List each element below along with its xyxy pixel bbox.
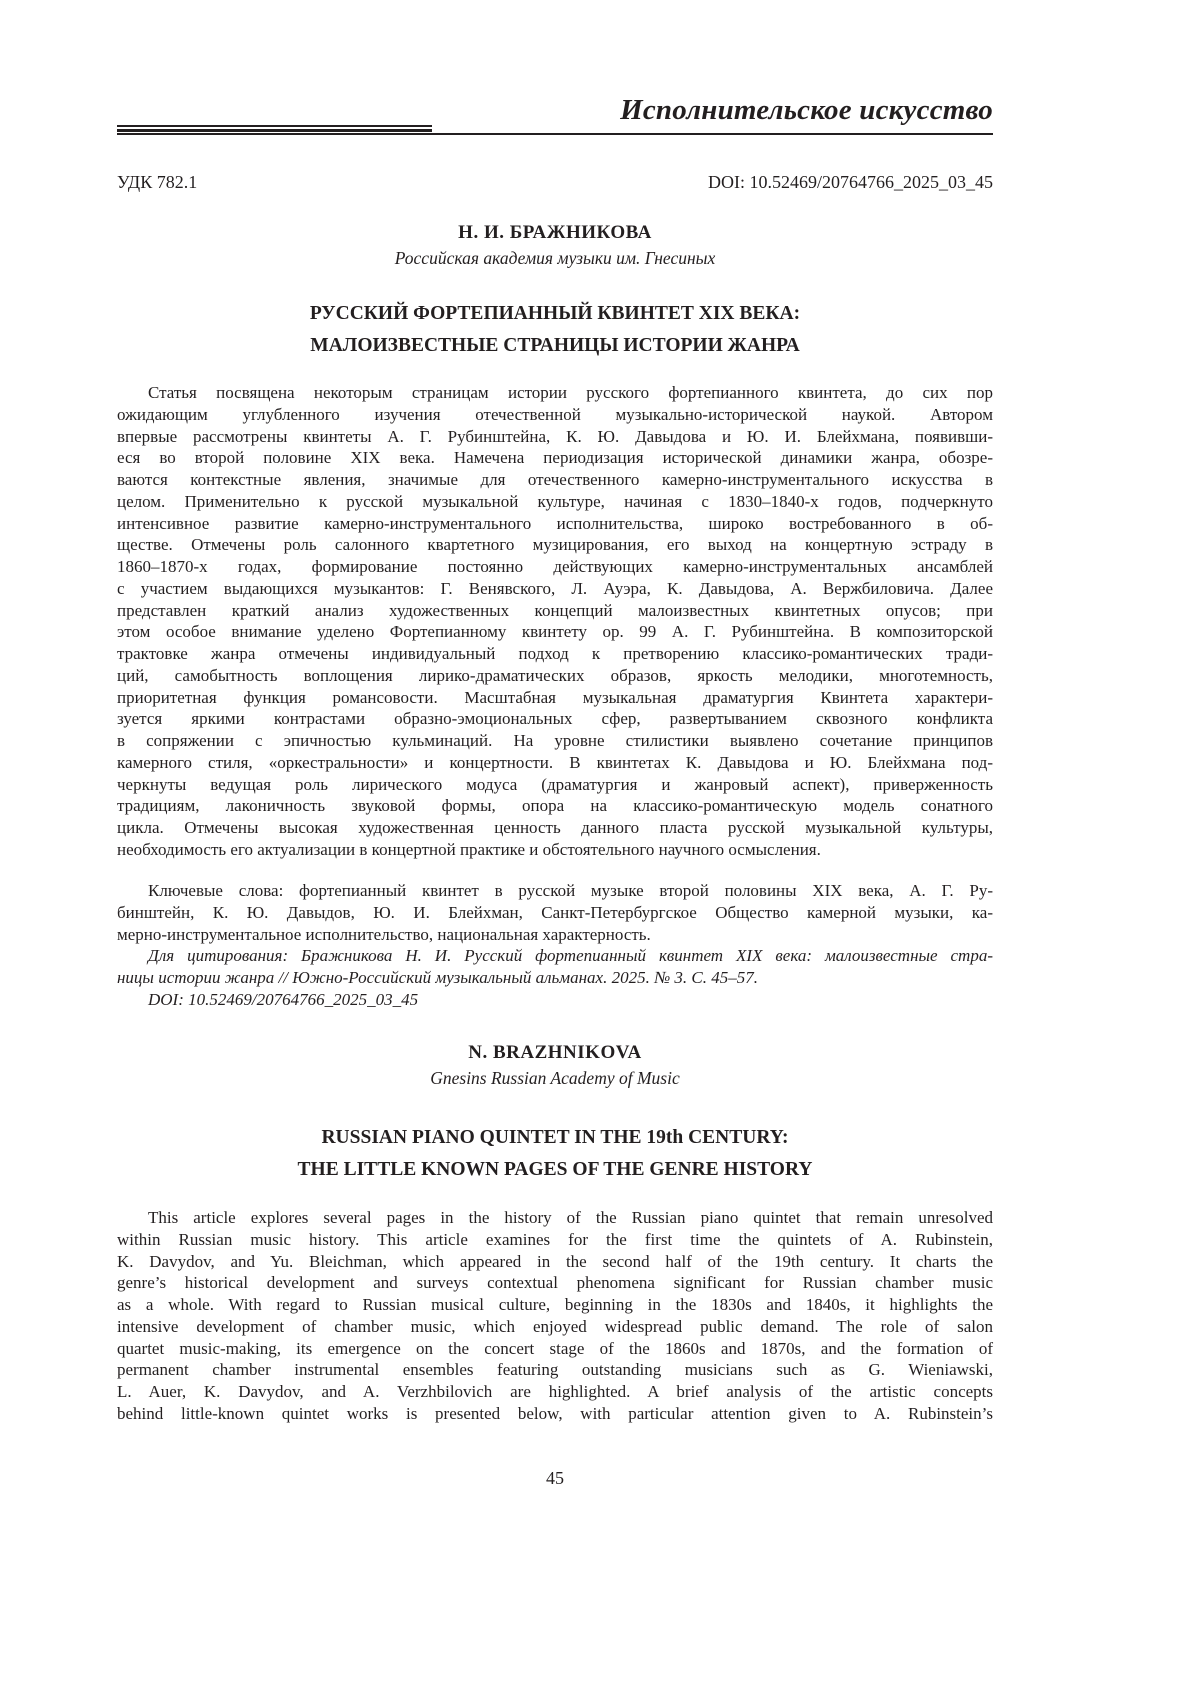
text-line: в сопряжении с эпичностью кульминаций. На уровне стилистики выявлено сочетание принципов: [117, 731, 993, 750]
text-line: черкнуты ведущая роль лирического модуса (драматургия и жанровый аспект), приверженность: [117, 774, 993, 794]
keywords-ru: [117, 880, 993, 945]
text-line: мерно-инструментальное исполнительство, национальная характерность.: [117, 924, 651, 944]
affiliation-en: Gnesins Russian Academy of Music: [430, 1068, 680, 1088]
text-line: quartet music-making, its emergence on the concert stage of the 1860s and 1870s, and the formation of: [117, 1338, 993, 1358]
text-line: интенсивное развитие камерно-инструментального исполнительства, широко востребованного в об-: [117, 513, 993, 533]
text-line: цикла. Отмечены высокая художественная ценность данного пласта русской музыкальной культуры,: [117, 818, 993, 837]
text-line: ваются контекстные явления, значимые для отечественного камерно-инструментального искусства в: [117, 470, 993, 489]
text-line: этом особое внимание уделено Фортепианному квинтету ор. 99 А. Г. Рубинштейна. В композиторской: [117, 622, 993, 642]
text-line: представлен краткий анализ художественных концепций малоизвестных квинтетных опусов; при: [117, 600, 993, 620]
doi: DOI: 10.52469/20764766_2025_03_45: [708, 172, 993, 192]
affiliation-ru: Российская академия музыки им. Гнесиных: [394, 248, 716, 268]
header-rule: [117, 133, 993, 135]
text-line: permanent chamber instrumental ensembles featuring outstanding musicians such as G. Wieniawski,: [117, 1360, 993, 1380]
text-line: Ключевые слова: фортепианный квинтет в русской музыке второй половины XIX века, А. Г. Ру-: [148, 881, 993, 900]
article-title-ru: [117, 298, 993, 362]
text-line: целом. Применительно к русской музыкальной культуре, начиная с 1830–1840-х годов, подчеркнуто: [117, 491, 993, 511]
text-line: ций, самобытность воплощения лирико-драматических образов, яркость мелодики, многотемность,: [117, 665, 993, 685]
author-ru: Н. И. БРАЖНИКОВА: [458, 222, 652, 243]
title-line: РУССКИЙ ФОРТЕПИАННЫЙ КВИНТЕТ XIX ВЕКА:: [309, 303, 801, 324]
text-line: within Russian music history. This article examines for the first time the quintets of A. Rubinstein,: [117, 1229, 993, 1249]
title-line: МАЛОИЗВЕСТНЫЕ СТРАНИЦЫ ИСТОРИИ ЖАНРА: [310, 335, 800, 356]
text-line: DOI: 10.52469/20764766_2025_03_45: [148, 989, 419, 1009]
text-line: необходимость его актуализации в концертной практике и обстоятельного научного осмысления.: [117, 839, 821, 859]
text-line: с участием выдающихся музыкантов: Г. Венявского, Л. Ауэра, К. Давыдова, А. Вержбиловича. Далее: [117, 578, 993, 598]
text-line: L. Auer, K. Davydov, and A. Verzhbilovich are highlighted. A brief analysis of the artistic concepts: [117, 1382, 993, 1401]
text-line: зуется яркими контрастами образно-эмоциональных сфер, развертыванием сквозного конфликта: [117, 709, 993, 729]
text-line: K. Davydov, and Yu. Bleichman, which appeared in the second half of the 19th century. It charts the: [117, 1251, 993, 1271]
text-line: ницы истории жанра // Южно-Российский музыкальный альманах. 2025. № 3. С. 45–57.: [117, 967, 758, 987]
text-line: as a whole. With regard to Russian musical culture, beginning in the 1830s and 1840s, it highlights the: [117, 1295, 993, 1314]
text-line: Статья посвящена некоторым страницам истории русского фортепианного квинтета, до сих пор: [148, 383, 993, 402]
text-line: камерного стиля, «оркестральности» и концертности. В квинтетах К. Давыдова и Ю. Блейхмана под-: [117, 752, 993, 772]
header-double-rule: [117, 125, 432, 127]
title-line: THE LITTLE KNOWN PAGES OF THE GENRE HISTORY: [297, 1159, 813, 1180]
header-double-rule-thick: [117, 129, 432, 132]
text-line: behind little-known quintet works is presented below, with particular attention given to A. Rubinstein’s: [117, 1403, 993, 1423]
text-line: впервые рассмотрены квинтеты А. Г. Рубинштейна, К. Ю. Давыдова и Ю. И. Блейхмана, появивши-: [117, 426, 993, 446]
page-number: 45: [546, 1468, 564, 1488]
abstract-en: [117, 1207, 993, 1425]
text-line: intensive development of chamber music, which enjoyed widespread public demand. The role of salon: [117, 1316, 993, 1336]
text-line: 1860–1870-х годах, формирование постоянно действующих камерно-инструментальных ансамблей: [117, 557, 993, 576]
text-line: ществе. Отмечены роль салонного квартетного музицирования, его выход на концертную эстраду в: [117, 535, 993, 555]
text-line: genre’s historical development and surveys contextual phenomena significant for Russian chamber music: [117, 1273, 993, 1293]
text-line: трактовке жанра отмечены индивидуальный подход к претворению классико-романтических тради-: [117, 644, 993, 663]
text-line: This article explores several pages in the history of the Russian piano quintet that remain unresolved: [148, 1208, 993, 1227]
abstract-ru: [117, 382, 993, 861]
text-line: традициям, лаконичность звуковой формы, опора на классико-романтическую модель сонатного: [117, 796, 993, 816]
text-line: приоритетная функция романсовости. Масштабная музыкальная драматургия Квинтета характери-: [117, 687, 993, 707]
author-en: N. BRAZHNIKOVA: [468, 1042, 642, 1063]
citation-ru: [117, 945, 993, 1010]
text-line: Для цитирования: Бражникова Н. И. Русский фортепианный квинтет XIX века: малоизвестные стра-: [148, 946, 993, 965]
article-title-en: [117, 1122, 993, 1186]
text-line: ожидающим углубленного изучения отечественной музыкально-исторической наукой. Автором: [117, 404, 993, 424]
text-line: еся во второй половине XIX века. Намечена периодизация исторической динамики жанра, обозре-: [117, 448, 993, 468]
title-line: RUSSIAN PIANO QUINTET IN THE 19th CENTURY:: [321, 1127, 789, 1148]
text-line: бинштейн, К. Ю. Давыдов, Ю. И. Блейхман, Санкт-Петербургское Общество камерной музыки, ка-: [117, 902, 993, 922]
udc-code: УДК 782.1: [117, 172, 198, 192]
section-title: Исполнительское искусство: [620, 94, 993, 126]
